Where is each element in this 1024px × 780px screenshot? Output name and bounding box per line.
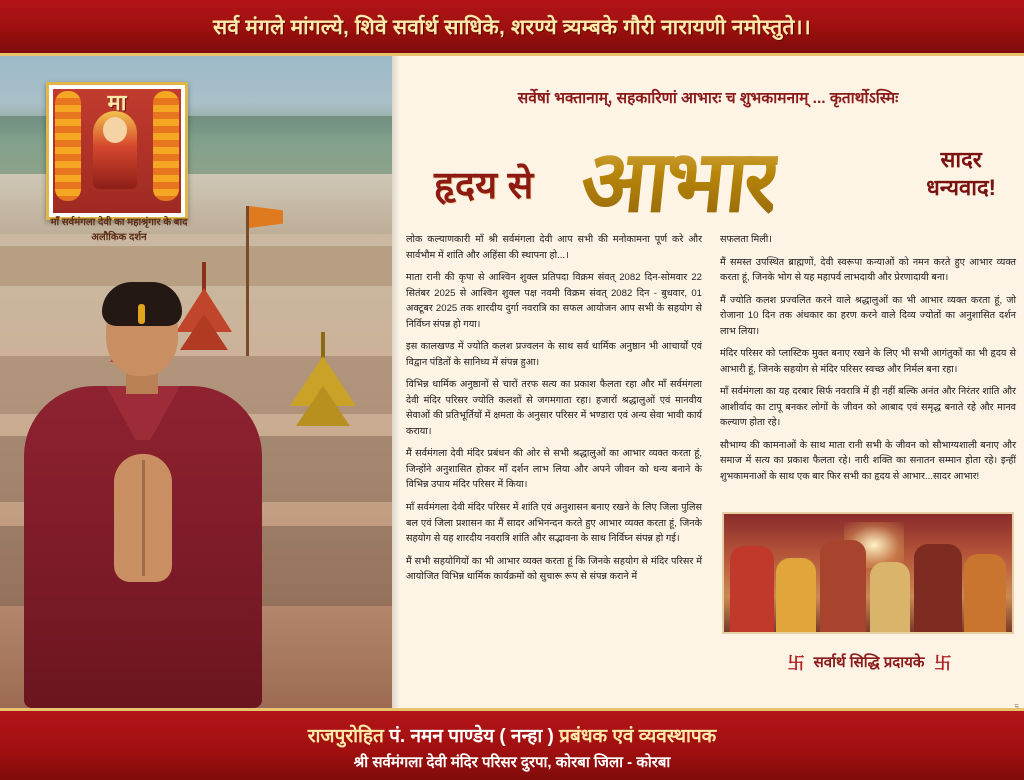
top-banner-headline: सर्व मंगले मांगल्ये, शिवे सर्वार्थ साधिके, शरण्ये त्र्यम्बके गौरी नारायणी नमोस्तुते।। [213, 15, 811, 39]
paragraph: मैं समस्त उपस्थित ब्राह्मणों, देवी स्वरूपा कन्याओं को नमन करते हुए आभार व्यक्त करता हूं, जिनके भोग से यह महापर्व लाभदायी और प्रेरणादायी बना। [720, 256, 1016, 284]
goddess-letter: मा [107, 90, 127, 115]
devotee-figure [730, 546, 774, 632]
swastik-icon-right: 卐 [934, 654, 951, 673]
devotees-photo [722, 512, 1014, 634]
tilak-icon [138, 304, 145, 324]
blessing-text: सर्वार्थ सिद्धि प्रदायके [813, 653, 925, 671]
paragraph: विभिन्न धार्मिक अनुष्ठानों से चारों तरफ सत्य का प्रकाश फैलता रहा और माँ सर्वमंगला देवी मंदिर परिसर ज्योति कलशों से जगमगाता रहा। हजारों श्रद्धालुओं एवं मानवीय सेवाओं की प्रतिभूर्तियों में क्षमता के अनुसार परिसर में भण्डारा एवं अन्य सेवा भावी कार्य कराया। [406, 379, 702, 437]
letter-column-left [406, 232, 702, 652]
swastik-icon-left: 卐 [787, 654, 804, 673]
title-thanks [926, 146, 996, 201]
sanskrit-subheading: सर्वेषां भक्तानाम्, सहकारिणां आभारः च शुभकामनाम् ... कृतार्थोऽस्मिः [517, 90, 899, 107]
title-block [392, 112, 1024, 230]
priest-hand-split [142, 460, 145, 576]
temple-spire [321, 332, 325, 360]
paragraph: मैं सर्वमंगला देवी मंदिर प्रबंधन की ओर से सभी श्रद्धालुओं का आभार व्यक्त करता हूं, जिन्होंने अनुशासित होकर माँ दर्शन लाभ लिया और अपने जीवन को धन्य बनाने के विभिन्न उपाय मंदिर परिसर में किया। [406, 448, 702, 491]
person-name: पं. नमन पाण्डेय ( नन्हा ) [389, 726, 554, 747]
designation-prefix: राजपुरोहित [307, 726, 384, 747]
title-main: आभार [576, 120, 782, 237]
blessing-line [726, 649, 1012, 674]
title-thanks-line1: सादर [940, 147, 982, 172]
devotee-figure [964, 554, 1006, 632]
paragraph: माँ सर्वमंगला का यह दरबार सिर्फ नवरात्रि में ही नहीं बल्कि अनंत और निरंतर शांति और आशीर्वाद का टापू बनकर लोगों के जीवन को आबाद एवं समृद्ध बनाते रहे और मानव कल्याण होता रहे। [720, 386, 1016, 429]
title-thanks-line2: धन्यवाद! [926, 174, 996, 200]
paragraph: माता रानी की कृपा से आश्विन शुक्ल प्रतिपदा विक्रम संवत् 2082 दिन-सोमवार 22 सितंबर 2025 से आश्विन शुक्ल पक्ष नवमी विक्रम संवत् 2082 दिन - बुधवार, 01 अक्टूबर 2025 तक शारदीय दुर्गा नवरात्रि का सफल आयोजन आप सभी के सहयोग से निर्विघ्न संपन्न हो गया। [406, 272, 702, 330]
goddess-face [103, 117, 127, 143]
bottom-banner-line1 [308, 722, 717, 748]
devotee-figure [914, 544, 962, 632]
bottom-banner-address: श्री सर्वमंगला देवी मंदिर परिसर दुरपा, कोरबा जिला - कोरबा [353, 754, 671, 771]
goddess-photo-caption: माँ सर्वमंगला देवी का महाश्रृंगार के बाद अलौकिक दर्शन [50, 217, 188, 243]
top-banner [0, 0, 1024, 56]
paragraph: सफलता मिली। [720, 234, 772, 245]
letter-panel [392, 56, 1024, 708]
paragraph: सौभाग्य की कामनाओं के साथ माता रानी सभी के जीवन को सौभाग्यशाली बनाए और समाज में सत्य का प्रकाश फैलता रहे। नारी शक्ति का सनातन सम्मान होता रहे। इन्हीं शुभकामनाओं के साथ एक बार फिर सभी का हृदय से आभार...सादर आभार! [720, 439, 1016, 482]
designation-suffix: प्रबंधक एवं व्यवस्थापक [559, 726, 717, 747]
devotee-figure [776, 558, 816, 632]
bottom-banner [0, 708, 1024, 780]
priest-portrait [10, 278, 260, 708]
paragraph: मैं ज्योति कलश प्रज्वलित करने वाले श्रद्धालुओं का भी आभार व्यक्त करता हूं, जो रोजाना 10 दिन तक अंधकार का हरण करने वाले दिव्य ज्योतों का अनुशासित दर्शन लाभ लिया। [720, 294, 1016, 337]
paragraph: मैं सभी सहयोगियों का भी आभार व्यक्त करता हूं कि जिनके सहयोग से मंदिर परिसर में आयोजित विभिन्न धार्मिक कार्यक्रमों को सुचारू रूप से संपन्न कराने में [406, 555, 702, 583]
goddess-photo-card [46, 82, 188, 220]
paragraph: इस कालखण्ड में ज्योति कलश प्रज्वलन के साथ सर्व धार्मिक अनुष्ठान भी आचार्यों एवं विद्वान पंडितों के सानिध्य में संपन्न हुआ। [406, 341, 702, 368]
paragraph: माँ सर्वमंगला देवी मंदिर परिसर में शांति एवं अनुशासन बनाए रखने के लिए जिला पुलिस बल एवं जिला प्रशासन का मैं सादर अभिनन्दन करते हुए आभार व्यक्त करता हूं, जिनके सहयोग से यह शारदीय नवरात्रि शांति और सद्भावना के साथ निर्विघ्न संपन्न हो गई। [406, 501, 702, 545]
devotee-figure [820, 540, 866, 632]
paragraph: लोक कल्याणकारी माँ श्री सर्वमंगला देवी आप सभी की मनोकामना पूर्ण करे और सार्वभौम में शांति और अहिंसा की स्थापना हो...। [406, 234, 702, 261]
devotee-figure [870, 562, 910, 632]
paragraph: मंदिर परिसर को प्लास्टिक मुक्त बनाए रखने के लिए भी सभी आगंतुकों का भी हृदय से आभारी हूं, जिनके सहयोग से मंदिर परिसर स्वच्छ और निर्मल बना रहा। [720, 348, 1016, 375]
title-prefix: हृदय से [434, 165, 534, 207]
main-content-area [0, 56, 1024, 708]
